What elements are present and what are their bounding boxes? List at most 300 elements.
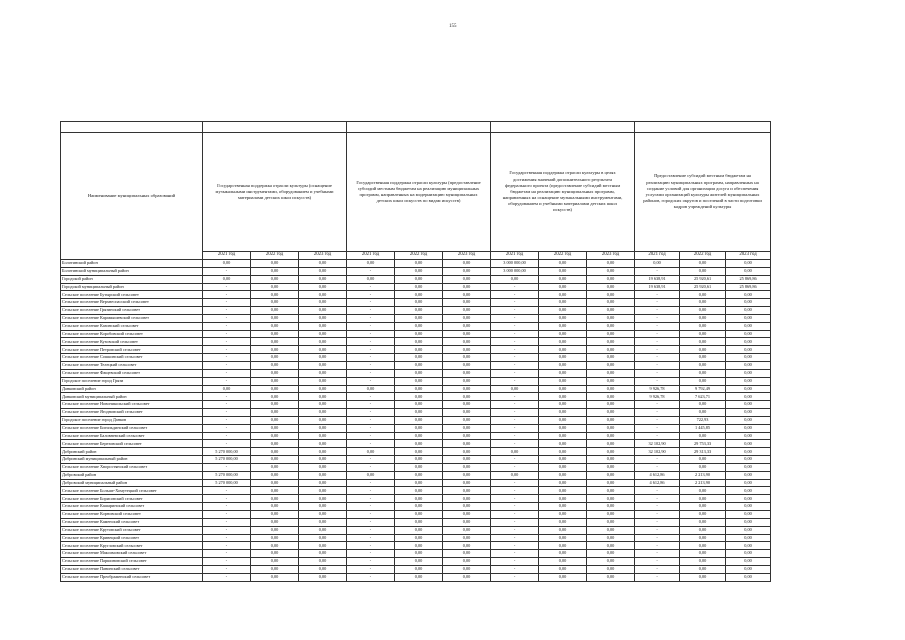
amount-cell: 0,00 [299, 495, 347, 503]
amount-cell: 0,00 [587, 314, 635, 322]
amount-cell: 0,00 [680, 260, 726, 268]
amount-cell: 0,00 [251, 267, 299, 275]
amount-cell: 0,00 [395, 299, 443, 307]
year-header: 2021 год [635, 252, 680, 260]
column-group-header: Государственная поддержка отрасли культуры (предоставление субсидий местным бюджетам на реализацию муниципальных программ, направленных на модернизацию муниципальных детских школ искусств по видам искусств) [347, 133, 491, 252]
amount-cell: 0,00 [443, 291, 491, 299]
year-header: 2022 год [680, 252, 726, 260]
amount-cell: 0,00 [587, 283, 635, 291]
amount-cell: - [203, 416, 251, 424]
amount-cell: 0,00 [443, 479, 491, 487]
amount-cell: 0,00 [299, 511, 347, 519]
amount-cell: 0,00 [726, 503, 771, 511]
table-row [61, 526, 771, 534]
amount-cell: - [347, 550, 395, 558]
municipality-name: Добринский район [61, 448, 203, 456]
amount-cell: 0,00 [680, 526, 726, 534]
amount-cell: 0,00 [443, 550, 491, 558]
table-row [61, 448, 771, 456]
amount-cell: - [203, 573, 251, 581]
amount-cell: 0,00 [299, 377, 347, 385]
header-row [61, 133, 771, 252]
amount-cell: 0,00 [443, 558, 491, 566]
table-row [61, 432, 771, 440]
amount-cell: 0,00 [395, 542, 443, 550]
amount-cell: 0,00 [443, 448, 491, 456]
amount-cell: 0,00 [395, 346, 443, 354]
amount-cell: - [491, 369, 539, 377]
amount-cell: 0,00 [347, 385, 395, 393]
municipality-name: Сельское поселение Хворостянский сельсовет [61, 463, 203, 471]
amount-cell: - [491, 354, 539, 362]
amount-cell: 0,00 [299, 260, 347, 268]
amount-cell: 0,00 [395, 260, 443, 268]
amount-cell: 0,00 [443, 283, 491, 291]
amount-cell: - [347, 503, 395, 511]
amount-cell: 0,00 [251, 495, 299, 503]
amount-cell: 0,00 [587, 479, 635, 487]
amount-cell: - [491, 511, 539, 519]
amount-cell: 0,00 [299, 432, 347, 440]
amount-cell: - [635, 291, 680, 299]
amount-cell: 0,00 [539, 369, 587, 377]
amount-cell: 0,00 [726, 307, 771, 315]
amount-cell: 0,00 [587, 291, 635, 299]
amount-cell: 0,00 [299, 338, 347, 346]
amount-cell: - [203, 511, 251, 519]
amount-cell: 0,00 [680, 565, 726, 573]
amount-cell: 0,00 [299, 456, 347, 464]
amount-cell: 0,00 [680, 503, 726, 511]
amount-cell: 0,00 [443, 416, 491, 424]
amount-cell: 9 792,49 [680, 385, 726, 393]
amount-cell: - [491, 424, 539, 432]
amount-cell: 0,00 [395, 440, 443, 448]
amount-cell: - [347, 416, 395, 424]
amount-cell: 5 270 000,00 [203, 471, 251, 479]
municipality-name: Сельское поселение Кашаринский сельсовет [61, 503, 203, 511]
amount-cell: 0,00 [539, 416, 587, 424]
amount-cell: 0,00 [726, 495, 771, 503]
amount-cell: 0,00 [726, 448, 771, 456]
table-row [61, 518, 771, 526]
amount-cell: 0,00 [299, 346, 347, 354]
amount-cell: 5 270 000,00 [203, 479, 251, 487]
amount-cell: 0,00 [539, 526, 587, 534]
amount-cell: 0,00 [726, 416, 771, 424]
amount-cell: 0,00 [395, 314, 443, 322]
amount-cell: 0,00 [539, 385, 587, 393]
amount-cell: 0,00 [680, 558, 726, 566]
amount-cell: - [347, 361, 395, 369]
amount-cell: 0,00 [539, 534, 587, 542]
amount-cell: - [635, 487, 680, 495]
amount-cell: - [203, 550, 251, 558]
amount-cell: 0,00 [587, 330, 635, 338]
amount-cell: 0,00 [491, 471, 539, 479]
amount-cell: 0,00 [680, 542, 726, 550]
amount-cell: 0,00 [726, 393, 771, 401]
amount-cell: 0,00 [726, 550, 771, 558]
amount-cell: 0,00 [587, 346, 635, 354]
amount-cell: - [635, 330, 680, 338]
amount-cell: 0,00 [299, 424, 347, 432]
amount-cell: 0,00 [251, 369, 299, 377]
amount-cell: 0,00 [443, 463, 491, 471]
amount-cell: - [203, 307, 251, 315]
amount-cell: - [203, 424, 251, 432]
amount-cell: - [347, 401, 395, 409]
amount-cell: - [203, 487, 251, 495]
amount-cell: - [203, 361, 251, 369]
amount-cell: 0,00 [726, 440, 771, 448]
amount-cell: 0,00 [203, 275, 251, 283]
amount-cell: 0,00 [539, 299, 587, 307]
amount-cell: - [203, 338, 251, 346]
amount-cell: - [203, 354, 251, 362]
amount-cell: 0,00 [395, 275, 443, 283]
amount-cell: 0,00 [680, 401, 726, 409]
amount-cell: 0,00 [203, 260, 251, 268]
page-number: 155 [449, 24, 457, 29]
amount-cell: - [635, 495, 680, 503]
table-row [61, 260, 771, 268]
amount-cell: - [491, 291, 539, 299]
amount-cell: 0,00 [299, 558, 347, 566]
municipality-name: Сельское поселение Кругловский сельсовет [61, 542, 203, 550]
amount-cell: - [203, 518, 251, 526]
amount-cell: 0,00 [726, 565, 771, 573]
amount-cell: 0,00 [251, 377, 299, 385]
amount-cell: - [491, 314, 539, 322]
amount-cell: 0,00 [299, 565, 347, 573]
amount-cell: 2 213,90 [680, 479, 726, 487]
amount-cell: 0,00 [539, 275, 587, 283]
amount-cell: 0,00 [395, 565, 443, 573]
amount-cell: 0,00 [443, 338, 491, 346]
amount-cell: 0,00 [443, 361, 491, 369]
amount-cell: - [491, 299, 539, 307]
amount-cell: - [203, 565, 251, 573]
amount-cell: 0,00 [726, 471, 771, 479]
amount-cell: 0,00 [299, 479, 347, 487]
municipality-name: Сельское поселение Баловневский сельсовет [61, 432, 203, 440]
amount-cell: 0,00 [251, 275, 299, 283]
amount-cell: 0,00 [347, 448, 395, 456]
amount-cell: 0,00 [587, 558, 635, 566]
amount-cell: 0,00 [587, 534, 635, 542]
amount-cell: - [635, 565, 680, 573]
amount-cell: 0,00 [587, 503, 635, 511]
amount-cell: 0,00 [587, 463, 635, 471]
amount-cell: 0,00 [395, 322, 443, 330]
amount-cell: 0,00 [539, 322, 587, 330]
amount-cell: - [491, 456, 539, 464]
table-row [61, 479, 771, 487]
amount-cell: 0,00 [443, 314, 491, 322]
municipality-name: Добровский район [61, 471, 203, 479]
table-row [61, 354, 771, 362]
amount-cell: 0,00 [680, 518, 726, 526]
amount-cell: 0,00 [587, 456, 635, 464]
amount-cell: - [635, 267, 680, 275]
amount-cell: 0,00 [587, 424, 635, 432]
amount-cell: 0,00 [251, 401, 299, 409]
amount-cell: 0,00 [539, 463, 587, 471]
amount-cell: - [491, 322, 539, 330]
amount-cell: 0,00 [539, 346, 587, 354]
amount-cell: 0,00 [347, 260, 395, 268]
amount-cell: 0,00 [443, 573, 491, 581]
amount-cell: 0,00 [251, 409, 299, 417]
year-header: 2022 год [395, 252, 443, 260]
amount-cell: - [203, 558, 251, 566]
amount-cell: 0,00 [299, 275, 347, 283]
amount-cell: 0,00 [443, 495, 491, 503]
amount-cell: - [491, 558, 539, 566]
table-row [61, 322, 771, 330]
amount-cell: - [491, 518, 539, 526]
amount-cell: 0,00 [726, 361, 771, 369]
amount-cell: 0,00 [443, 534, 491, 542]
municipality-name: Сельское поселение Ягодновский сельсовет [61, 409, 203, 417]
amount-cell: 0,00 [726, 314, 771, 322]
amount-cell: 0,00 [726, 401, 771, 409]
amount-cell: 0,00 [726, 432, 771, 440]
amount-cell: 5 270 000,00 [203, 448, 251, 456]
amount-cell: 0,00 [251, 550, 299, 558]
amount-cell: - [491, 393, 539, 401]
amount-cell: 0,00 [587, 448, 635, 456]
amount-cell: 0,00 [726, 487, 771, 495]
amount-cell: 0,00 [680, 361, 726, 369]
amount-cell: - [491, 338, 539, 346]
amount-cell: 0,00 [726, 354, 771, 362]
amount-cell: 0,00 [443, 346, 491, 354]
amount-cell: - [347, 369, 395, 377]
amount-cell: - [347, 479, 395, 487]
municipality-name: Сельское поселение Кривецкий сельсовет [61, 534, 203, 542]
amount-cell: 0,00 [443, 511, 491, 519]
spacer-cell [635, 122, 771, 133]
municipality-name: Городской муниципальный район [61, 283, 203, 291]
table-row [61, 416, 771, 424]
municipality-name: Сельское поселение Фащевский сельсовет [61, 369, 203, 377]
table-row [61, 401, 771, 409]
municipality-name: Сельское поселение Новоникольский сельсовет [61, 401, 203, 409]
amount-cell: - [347, 307, 395, 315]
table-row [61, 424, 771, 432]
amount-cell: 0,00 [680, 511, 726, 519]
amount-cell: 0,00 [680, 377, 726, 385]
amount-cell: 0,00 [251, 322, 299, 330]
amount-cell: - [347, 299, 395, 307]
amount-cell: 0,00 [680, 487, 726, 495]
amount-cell: 0,00 [726, 369, 771, 377]
amount-cell: - [347, 346, 395, 354]
amount-cell: - [347, 542, 395, 550]
amount-cell: 19 638,91 [635, 275, 680, 283]
amount-cell: 2 213,90 [680, 471, 726, 479]
amount-cell: 0,00 [539, 487, 587, 495]
amount-cell: - [203, 542, 251, 550]
amount-cell: 0,00 [395, 456, 443, 464]
amount-cell: - [635, 550, 680, 558]
table-row [61, 542, 771, 550]
amount-cell: 0,00 [299, 526, 347, 534]
municipality-name: Сельское поселение Каменский сельсовет [61, 518, 203, 526]
amount-cell: 0,00 [203, 385, 251, 393]
amount-cell: 0,00 [726, 542, 771, 550]
year-header: 2023 год [299, 252, 347, 260]
amount-cell: 0,00 [587, 267, 635, 275]
amount-cell: 0,00 [395, 338, 443, 346]
amount-cell: 0,00 [539, 471, 587, 479]
amount-cell: 0,00 [539, 291, 587, 299]
table-row [61, 573, 771, 581]
amount-cell: - [347, 440, 395, 448]
amount-cell: 0,00 [539, 401, 587, 409]
amount-cell: 0,00 [395, 291, 443, 299]
table-row [61, 534, 771, 542]
amount-cell: 0,00 [587, 338, 635, 346]
amount-cell: 0,00 [299, 393, 347, 401]
municipality-name: Сельское поселение Березовский сельсовет [61, 440, 203, 448]
amount-cell: 0,00 [680, 409, 726, 417]
amount-cell: 0,00 [539, 338, 587, 346]
amount-cell: - [347, 283, 395, 291]
table-row [61, 558, 771, 566]
amount-cell: - [203, 369, 251, 377]
table-row [61, 307, 771, 315]
year-header: 2023 год [443, 252, 491, 260]
amount-cell: 0,00 [299, 487, 347, 495]
amount-cell: - [635, 361, 680, 369]
amount-cell: 0,00 [680, 432, 726, 440]
amount-cell: 0,00 [680, 338, 726, 346]
amount-cell: 0,00 [726, 424, 771, 432]
year-header: 2022 год [539, 252, 587, 260]
amount-cell: - [491, 542, 539, 550]
amount-cell: - [635, 432, 680, 440]
amount-cell: 0,00 [587, 432, 635, 440]
amount-cell: 0,00 [395, 463, 443, 471]
amount-cell: - [635, 314, 680, 322]
amount-cell: 0,00 [299, 401, 347, 409]
amount-cell: 0,00 [395, 330, 443, 338]
amount-cell: 0,00 [539, 260, 587, 268]
amount-cell: - [635, 299, 680, 307]
amount-cell: 0,00 [395, 361, 443, 369]
year-header: 2021 год [491, 252, 539, 260]
amount-cell: 0,00 [587, 416, 635, 424]
amount-cell: 0,00 [587, 495, 635, 503]
amount-cell: 0,00 [539, 354, 587, 362]
amount-cell: 0,00 [443, 424, 491, 432]
amount-cell: 0,00 [539, 393, 587, 401]
amount-cell: 0,00 [587, 409, 635, 417]
municipality-name: Данковский муниципальный район [61, 393, 203, 401]
amount-cell: 0,00 [395, 558, 443, 566]
amount-cell: - [203, 401, 251, 409]
amount-cell: 32 102,90 [635, 440, 680, 448]
amount-cell: 3 000 000,00 [491, 260, 539, 268]
amount-cell: 0,00 [539, 542, 587, 550]
amount-cell: 0,00 [539, 314, 587, 322]
municipality-name: Сельское поселение Грязинский сельсовет [61, 307, 203, 315]
amount-cell: 0,00 [251, 385, 299, 393]
amount-cell: 0,00 [539, 479, 587, 487]
amount-cell: 0,00 [443, 565, 491, 573]
amount-cell: 0,00 [299, 307, 347, 315]
amount-cell: 0,00 [251, 346, 299, 354]
amount-cell: 0,00 [251, 448, 299, 456]
amount-cell: 0,00 [680, 346, 726, 354]
amount-cell: 29 753,33 [680, 440, 726, 448]
amount-cell: 0,00 [251, 291, 299, 299]
column-group-header: Государственная поддержка отрасли культуры в целях достижения значений дополнительного результата федерального проекта (предоставление субсидий местным бюджетам на реализацию муниципальных программ, направленных на оснащение музыкальными инструментами, оборудованием и учебными материалами детских школ искусств) [491, 133, 635, 252]
amount-cell: 0,00 [299, 534, 347, 542]
amount-cell: - [347, 330, 395, 338]
amount-cell: 0,00 [539, 448, 587, 456]
amount-cell: 0,00 [395, 534, 443, 542]
amount-cell: - [635, 534, 680, 542]
amount-cell: 0,00 [251, 361, 299, 369]
amount-cell: - [347, 424, 395, 432]
amount-cell: - [635, 503, 680, 511]
table-row [61, 369, 771, 377]
table-row [61, 330, 771, 338]
municipality-name: Сельское поселение Коробовский сельсовет [61, 330, 203, 338]
amount-cell: 0,00 [539, 330, 587, 338]
amount-cell: 0,00 [395, 377, 443, 385]
amount-cell: 3 000 000,00 [491, 267, 539, 275]
amount-cell: - [347, 558, 395, 566]
column-header-municipality: Наименование муниципальных образований [61, 133, 203, 260]
amount-cell: - [203, 393, 251, 401]
amount-cell: 0,00 [587, 526, 635, 534]
amount-cell: - [203, 299, 251, 307]
amount-cell: 0,00 [443, 354, 491, 362]
amount-cell: 0,00 [680, 354, 726, 362]
amount-cell: - [635, 558, 680, 566]
amount-cell: 0,00 [443, 393, 491, 401]
amount-cell: 1 445,85 [680, 424, 726, 432]
amount-cell: 0,00 [587, 385, 635, 393]
amount-cell: 0,00 [443, 401, 491, 409]
amount-cell: 0,00 [443, 487, 491, 495]
amount-cell: 5 270 000,00 [203, 456, 251, 464]
amount-cell: - [203, 283, 251, 291]
amount-cell: 0,00 [395, 409, 443, 417]
amount-cell: - [347, 291, 395, 299]
amount-cell: 0,00 [299, 416, 347, 424]
amount-cell: 0,00 [299, 471, 347, 479]
amount-cell: 0,00 [299, 448, 347, 456]
amount-cell: 0,00 [251, 299, 299, 307]
table-row [61, 361, 771, 369]
amount-cell: 0,00 [680, 299, 726, 307]
amount-cell: - [491, 526, 539, 534]
amount-cell: - [635, 542, 680, 550]
amount-cell: 0,00 [680, 573, 726, 581]
amount-cell: - [347, 338, 395, 346]
amount-cell: 0,00 [347, 275, 395, 283]
municipality-name: Сельское поселение Крутовский сельсовет [61, 526, 203, 534]
amount-cell: 0,00 [680, 307, 726, 315]
amount-cell: 0,00 [587, 322, 635, 330]
amount-cell: 0,00 [726, 518, 771, 526]
